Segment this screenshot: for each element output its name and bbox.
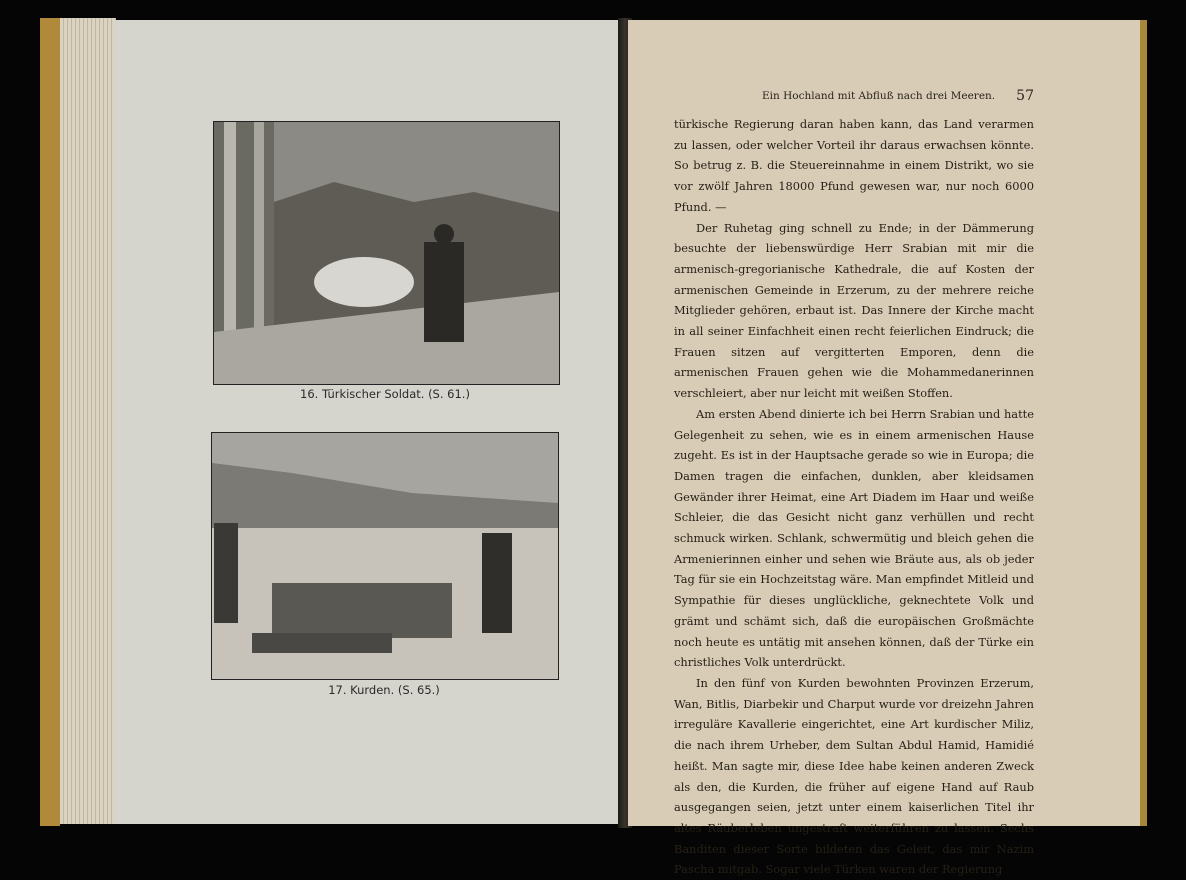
photo-kurds: [211, 432, 559, 680]
paragraph: türkische Regierung daran haben kann, das Land verarmen zu lassen, oder welcher Vorteil ihr daraus erwachsen könnte. So betrug z. B. die Steuereinnahme in einem Distrikt, wo sie vor zwölf Jahren 18000 Pfund gewesen war, nur noch 6000 Pfund. —: [674, 117, 1034, 214]
photo-turkish-soldier: [213, 121, 560, 385]
photo-turkish-soldier-image: [214, 122, 559, 384]
book-binding-left: [40, 18, 60, 826]
page-edges: [60, 18, 116, 824]
body-text: [674, 114, 1034, 880]
paragraph: Am ersten Abend dinierte ich bei Herrn Srabian und hatte Gelegenheit zu sehen, wie es in einem armenischen Hause zugeht. Es ist in der Hauptsache gerade so wie in Europa; die Damen tragen die einfachen, dunklen, aber kleidsamen Gewänder ihrer Heimat, eine Art Diadem im Haar und weiße Schleier, die das Gesicht nicht ganz verhüllen und recht schmuck wirken. Schlank, schwermütig und bleich gehen die Armenierinnen einher und sehen wie Bräute aus, als ob jeder Tag für sie ein Hochzeitstag wäre. Man empfindet Mitleid und Sympathie für dieses unglückliche, geknechtete Volk und grämt und schämt sich, daß die europäischen Großmächte noch heute es untätig mit ansehen können, daß der Türke ein christliches Volk unterdrückt.: [674, 406, 1034, 670]
book-binding-right: [1140, 20, 1147, 826]
running-head-title: Ein Hochland mit Abfluß nach drei Meeren.: [762, 90, 996, 102]
paragraph: Der Ruhetag ging schnell zu Ende; in der Dämmerung besuchte der liebenswürdige Herr Srabian mit mir die armenisch-gregorianische Kathedrale, die auf Kosten der armenischen Gemeinde in Erzerum, zu der mehrere reiche Mitglieder gehören, erbaut ist. Das Innere der Kirche macht in all seiner Einfachheit einen recht feierlichen Eindruck; die Frauen sitzen auf vergitterten Emporen, denn die armenischen Frauen gehen wie die Mohammedanerinnen verschleiert, aber nur leicht mit weißen Stoffen.: [674, 220, 1034, 401]
page-number: 57: [1016, 88, 1034, 104]
photo-kurds-image: [212, 433, 558, 679]
paragraph: In den fünf von Kurden bewohnten Provinzen Erzerum, Wan, Bitlis, Diarbekir und Charput wurde vor dreizehn Jahren irreguläre Kavallerie eingerichtet, eine Art kurdischer Miliz, die nach ihrem Urheber, dem Sultan Abdul Hamid, Hamidié heißt. Man sagte mir, diese Idee habe keinen anderen Zweck als den, die Kurden, die früher auf eigene Hand auf Raub ausgegangen seien, jetzt unter einem kaiserlichen Titel ihr altes Räuberleben ungestraft weiterführen zu lassen. Sechs Banditen dieser Sorte bildeten das Geleit, das mir Nazim Pascha mitgab. Sogar viele Türken waren der Regierung: [674, 675, 1034, 877]
figure-caption-16: 16. Türkischer Soldat. (S. 61.): [300, 387, 470, 401]
figure-caption-17: 17. Kurden. (S. 65.): [328, 683, 440, 697]
